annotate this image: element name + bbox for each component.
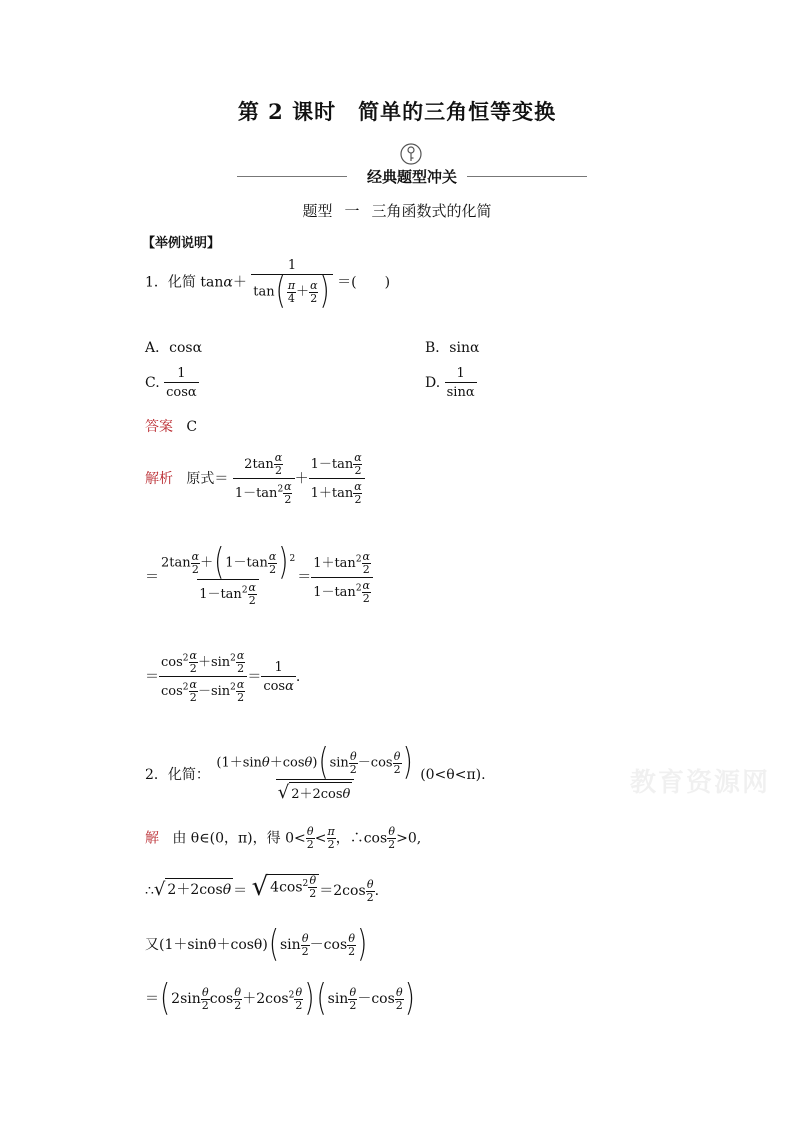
q1-tail: ＝( ) — [337, 274, 391, 291]
analysis-step-3: ＝ $\cos^2$ $\frac{\alpha}{2}$ $+\sin^2$ $\frac{\alpha}{2}$ $\cos^2$ $\frac{\alpha}{2}$ $-\sin^2$ $\frac{\alpha}{2}$ ＝ $\frac{1}{\cos\alpha}$ . — [145, 649, 301, 704]
section-heading — [0, 200, 794, 221]
q1-label: 1．化简 — [145, 274, 196, 291]
solution-line-1: 解 由 θ∈(0，π)，得 0< $\frac{\theta}{2}$ < $\frac{\pi}{2}$ ，∴cos $\frac{\theta}{2}$ >0, — [145, 825, 422, 851]
banner-text: 经典题型冲关 — [366, 168, 457, 186]
option-c — [145, 366, 199, 400]
step3-prefix: 又(1＋sinθ＋cosθ) — [145, 937, 268, 953]
option-c-den: cosα — [164, 382, 199, 400]
option-a-text: cosα — [169, 340, 203, 356]
q2-fraction: (1＋sinθ＋cosθ)(sin $\frac{\theta}{2}$ －cos $\frac{\theta}{2}$ ) √ 2＋2cosθ — [216, 742, 413, 803]
solution-conclusion: ，∴cos — [335, 830, 388, 847]
example-tag: 【举例说明】 — [142, 236, 221, 251]
option-b — [425, 337, 479, 357]
q1-fraction: 1 tan( $\frac{\pi}{4}$ ＋ $\frac{\alpha}{2}$ ) — [251, 258, 332, 307]
option-b-letter: B． — [425, 340, 450, 356]
step2-prefix: ∴ — [145, 883, 154, 899]
analysis-step-1: 解析 原式＝ 2tan $\frac{\alpha}{2}$ $1-\tan^2$ $\frac{\alpha}{2}$ ＋ 1－tan $\frac{\alpha}{2}$ 1＋tan $\frac{\alpha}{2}$ — [145, 452, 365, 506]
analysis-label: 解析 — [145, 471, 173, 487]
answer-line — [145, 416, 197, 436]
question-2 — [145, 742, 486, 803]
section-title: 三角函数式的化简 — [371, 202, 492, 220]
solution-line-3: 又(1＋sinθ＋cosθ)(sin $\frac{\theta}{2}$ －cos $\frac{\theta}{2}$ ) — [145, 924, 368, 966]
option-c-letter: C. — [145, 375, 160, 391]
analysis-step-2: ＝ 2tan $\frac{\alpha}{2}$ ＋(1－tan $\frac{\alpha}{2}$ )$^2$ $1-\tan^2$ $\frac{\alpha}{2}$ ＝ $1+\tan^2$ $\frac{\alpha}{2}$ $1-\tan^2$ $\frac{\alpha}{2}$ — [145, 548, 373, 607]
answer-label: 答案 — [145, 419, 173, 435]
solution-text: 由 θ∈(0，π)，得 0< — [172, 830, 306, 847]
solution-label: 解 — [145, 830, 159, 847]
section-banner — [237, 166, 587, 186]
option-a — [145, 337, 202, 357]
option-a-letter: A． — [145, 340, 170, 356]
answer-value: C — [186, 419, 198, 435]
key-emblem-icon — [400, 143, 422, 165]
q2-condition: (0<θ<π). — [420, 767, 486, 783]
solution-line-2: ∴ √ 2＋2cosθ ＝ √ $4\cos^2$ $\frac{\theta}{2}$ ＝2cos $\frac{\theta}{2}$ . — [145, 872, 380, 904]
solution-tail: >0, — [396, 830, 422, 847]
watermark: 教育资源网 — [630, 768, 771, 798]
option-d-num: 1 — [456, 366, 465, 381]
question-1 — [145, 258, 391, 313]
option-b-text: sinα — [449, 340, 480, 356]
q2-label: 2．化简： — [145, 767, 210, 783]
option-d-den: sinα — [445, 382, 477, 400]
q1-term: tanα＋ — [200, 274, 247, 291]
section-number: 一 — [344, 202, 360, 220]
option-d-letter: D. — [425, 375, 441, 391]
analysis-prefix: 原式＝ — [186, 471, 229, 487]
lesson-number: 第 2 课时 — [237, 99, 337, 124]
banner-right-rule — [467, 176, 587, 177]
option-c-num: 1 — [177, 366, 186, 381]
step2-eq: ＝2cos — [319, 883, 366, 899]
option-d — [425, 366, 477, 400]
section-prefix: 题型 — [302, 202, 333, 220]
lesson-topic: 简单的三角恒等变换 — [358, 99, 557, 124]
page-title — [0, 96, 794, 126]
solution-line-4: ＝(2sin $\frac{\theta}{2}$ cos $\frac{\theta}{2}$ $+2\cos^2$ $\frac{\theta}{2}$ )(sin $\frac{\theta}{2}$ －cos $\frac{\theta}{2}$ ) — [145, 978, 415, 1020]
